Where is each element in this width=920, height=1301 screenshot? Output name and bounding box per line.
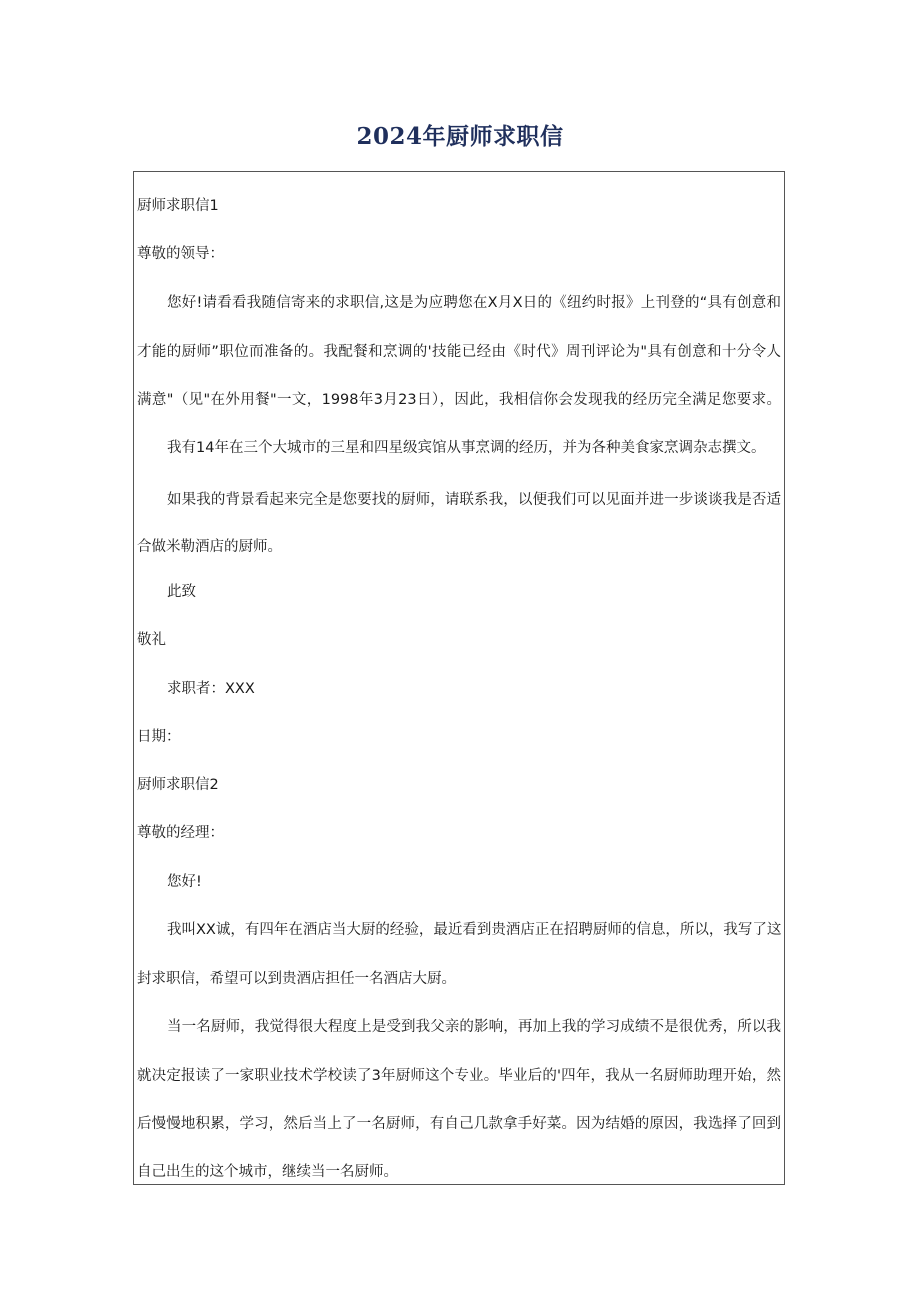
letter2-para1-line1: 我叫XX诚，有四年在酒店当大厨的经验，最近看到贵酒店正在招聘厨师的信息，所以，我写了这 bbox=[167, 922, 781, 938]
letter1-closing-2: 敬礼 bbox=[137, 632, 166, 648]
letter1-signature: 求职者：XXX bbox=[167, 681, 255, 697]
letter1-heading: 厨师求职信1 bbox=[137, 198, 219, 214]
letter1-para1-line1: 您好!请看看我随信寄来的求职信,这是为应聘您在X月X日的《纽约时报》上刊登的“具有创意和 bbox=[167, 295, 781, 311]
letter1-salutation: 尊敬的领导： bbox=[137, 246, 224, 262]
letter1-closing-1: 此致 bbox=[167, 584, 196, 600]
letter2-para2-line3: 后慢慢地积累，学习，然后当上了一名厨师，有自己几款拿手好菜。因为结婚的原因，我选择了回到 bbox=[137, 1116, 781, 1132]
letter1-date: 日期： bbox=[137, 729, 181, 745]
letter2-para1-line2: 封求职信，希望可以到贵酒店担任一名酒店大厨。 bbox=[137, 971, 456, 987]
document-frame bbox=[133, 171, 785, 1185]
letter1-para1-line3: 满意"（见"在外用餐"一文，1998年3月23日），因此，我相信你会发现我的经历完全满足您要求。 bbox=[137, 392, 781, 408]
letter1-para1-line2: 才能的厨师”职位而准备的。我配餐和烹调的'技能已经由《时代》周刊评论为"具有创意和十分令人 bbox=[137, 344, 781, 360]
letter1-para2: 我有14年在三个大城市的三星和四星级宾馆从事烹调的经历，并为各种美食家烹调杂志撰文。 bbox=[167, 440, 766, 456]
letter2-heading: 厨师求职信2 bbox=[137, 777, 219, 793]
letter2-greeting: 您好! bbox=[167, 874, 202, 890]
page-title: 2024年厨师求职信 bbox=[356, 123, 564, 150]
letter1-para3-line1: 如果我的背景看起来完全是您要找的厨师，请联系我，以便我们可以见面并进一步谈谈我是否适 bbox=[167, 492, 781, 508]
letter2-para2-line2: 就决定报读了一家职业技术学校读了3年厨师这个专业。毕业后的'四年，我从一名厨师助理开始，然 bbox=[137, 1068, 781, 1084]
letter2-salutation: 尊敬的经理： bbox=[137, 825, 224, 841]
letter2-para2-line1: 当一名厨师，我觉得很大程度上是受到我父亲的影响，再加上我的学习成绩不是很优秀，所以我 bbox=[167, 1019, 781, 1035]
letter2-para2-line4: 自己出生的这个城市，继续当一名厨师。 bbox=[137, 1164, 398, 1180]
letter1-para3-line2: 合做米勒酒店的厨师。 bbox=[137, 539, 282, 555]
